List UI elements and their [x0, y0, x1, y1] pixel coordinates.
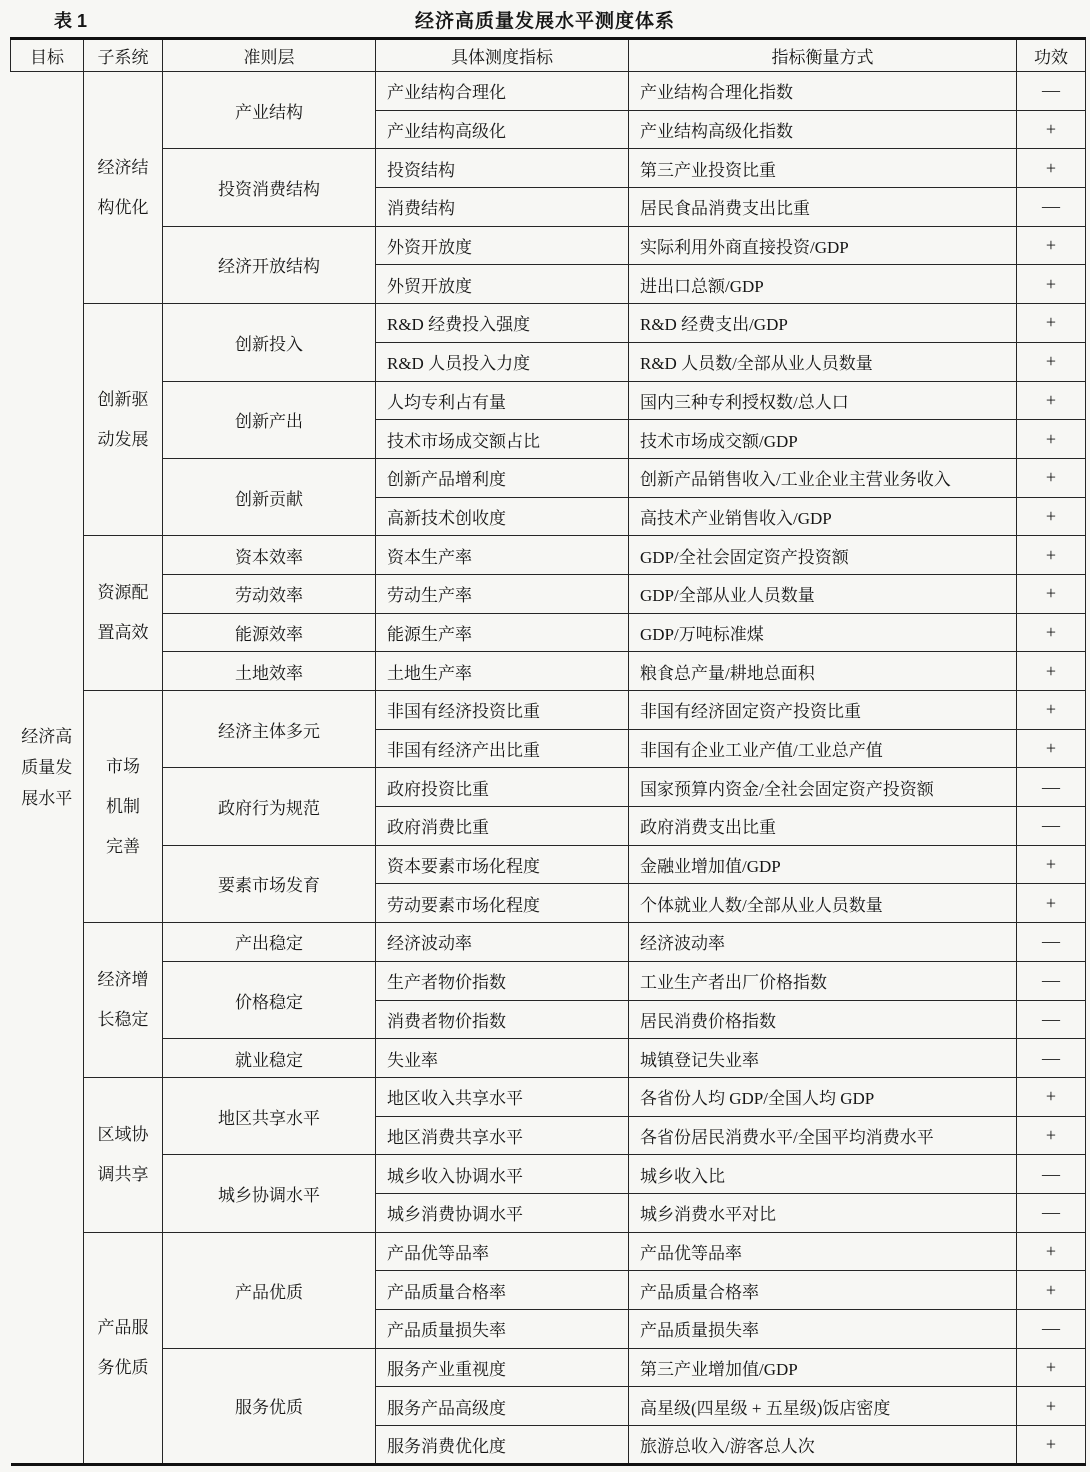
effect-cell: — [1017, 768, 1086, 807]
measure-cell: 第三产业增加值/GDP [629, 1348, 1017, 1387]
indicator-cell: 高新技术创收度 [376, 497, 629, 536]
column-header-effect: 功效 [1017, 39, 1086, 72]
effect-cell: — [1017, 1000, 1086, 1039]
criterion-cell: 投资消费结构 [163, 149, 376, 226]
indicator-cell: 人均专利占有量 [376, 381, 629, 420]
criterion-cell: 城乡协调水平 [163, 1155, 376, 1232]
measure-cell: 各省份人均 GDP/全国人均 GDP [629, 1077, 1017, 1116]
indicator-cell: 服务产品高级度 [376, 1387, 629, 1426]
measure-cell: 工业生产者出厂价格指数 [629, 961, 1017, 1000]
criterion-cell: 资本效率 [163, 536, 376, 575]
indicator-cell: 消费结构 [376, 188, 629, 227]
criterion-cell: 劳动效率 [163, 574, 376, 613]
measure-cell: 城镇登记失业率 [629, 1039, 1017, 1078]
table-number-label: 表 1 [54, 11, 88, 31]
effect-cell: — [1017, 188, 1086, 227]
measure-cell: 创新产品销售收入/工业企业主营业务收入 [629, 458, 1017, 497]
criterion-cell: 政府行为规范 [163, 768, 376, 845]
indicator-cell: 土地生产率 [376, 652, 629, 691]
table-row [11, 923, 1086, 962]
table-row [11, 691, 1086, 730]
table-row [11, 1039, 1086, 1078]
subsystem-cell [84, 304, 163, 536]
indicator-cell: 外资开放度 [376, 226, 629, 265]
effect-cell: + [1017, 884, 1086, 923]
indicator-cell: 产品质量损失率 [376, 1310, 629, 1349]
effect-cell: — [1017, 1193, 1086, 1232]
subsystem-line: 完善 [106, 836, 140, 856]
column-header-goal: 目标 [11, 39, 84, 72]
effect-cell: + [1017, 265, 1086, 304]
criterion-cell: 经济开放结构 [163, 226, 376, 303]
effect-cell: + [1017, 574, 1086, 613]
criterion-cell: 能源效率 [163, 613, 376, 652]
measure-cell: 产业结构高级化指数 [629, 110, 1017, 149]
effect-cell: + [1017, 420, 1086, 459]
indicator-cell: 劳动要素市场化程度 [376, 884, 629, 923]
indicator-cell: 产品质量合格率 [376, 1271, 629, 1310]
effect-cell: + [1017, 1426, 1086, 1465]
table-row [11, 1348, 1086, 1387]
indicator-cell: 创新产品增利度 [376, 458, 629, 497]
indicator-cell: 非国有经济产出比重 [376, 729, 629, 768]
measure-cell: R&D 经费支出/GDP [629, 304, 1017, 343]
measure-cell: 实际利用外商直接投资/GDP [629, 226, 1017, 265]
table-row [11, 381, 1086, 420]
criterion-cell: 经济主体多元 [163, 691, 376, 768]
effect-cell: + [1017, 691, 1086, 730]
effect-cell: + [1017, 381, 1086, 420]
measure-cell: 政府消费支出比重 [629, 807, 1017, 846]
table-body [11, 72, 1086, 1465]
measure-cell: 个体就业人数/全部从业人员数量 [629, 884, 1017, 923]
measure-cell: 城乡消费水平对比 [629, 1193, 1017, 1232]
page-title: 经济高质量发展水平测度体系 [414, 11, 675, 32]
indicator-cell: 生产者物价指数 [376, 961, 629, 1000]
effect-cell: + [1017, 1116, 1086, 1155]
measure-cell: 居民食品消费支出比重 [629, 188, 1017, 227]
subsystem-line: 创新驱 [97, 389, 149, 409]
subsystem-line: 产品服 [97, 1317, 149, 1337]
effect-cell: + [1017, 1348, 1086, 1387]
subsystem-line: 市场 [106, 756, 140, 776]
table-header [11, 39, 1086, 72]
table-row [11, 72, 1086, 111]
subsystem-line: 务优质 [97, 1357, 149, 1377]
indicator-cell: 投资结构 [376, 149, 629, 188]
indicator-cell: 非国有经济投资比重 [376, 691, 629, 730]
indicator-cell: 资本要素市场化程度 [376, 845, 629, 884]
measure-cell: GDP/全社会固定资产投资额 [629, 536, 1017, 575]
table-row [11, 226, 1086, 265]
effect-cell: — [1017, 1310, 1086, 1349]
effect-cell: + [1017, 1387, 1086, 1426]
goal-line: 质量发 [21, 757, 73, 777]
measure-cell: 高技术产业销售收入/GDP [629, 497, 1017, 536]
measure-cell: 非国有经济固定资产投资比重 [629, 691, 1017, 730]
effect-cell: + [1017, 497, 1086, 536]
effect-cell: + [1017, 1271, 1086, 1310]
indicator-cell: 服务消费优化度 [376, 1426, 629, 1465]
column-header-measure: 指标衡量方式 [629, 39, 1017, 72]
measure-cell: GDP/万吨标准煤 [629, 613, 1017, 652]
subsystem-line: 经济增 [97, 970, 149, 989]
indicator-cell: 政府投资比重 [376, 768, 629, 807]
effect-cell: + [1017, 845, 1086, 884]
effect-cell: — [1017, 961, 1086, 1000]
table-row [11, 458, 1086, 497]
subsystem-line: 置高效 [97, 623, 149, 643]
effect-cell: + [1017, 1232, 1086, 1271]
column-header-subsystem: 子系统 [84, 39, 163, 72]
effect-cell: — [1017, 1155, 1086, 1194]
table-row [11, 536, 1086, 575]
header-row [11, 39, 1086, 72]
effect-cell: + [1017, 1077, 1086, 1116]
indicator-cell: R&D 经费投入强度 [376, 304, 629, 343]
measure-cell: R&D 人员数/全部从业人员数量 [629, 342, 1017, 381]
measure-cell: 非国有企业工业产值/工业总产值 [629, 729, 1017, 768]
measure-cell: 第三产业投资比重 [629, 149, 1017, 188]
indicator-cell: 能源生产率 [376, 613, 629, 652]
indicator-cell: 服务产业重视度 [376, 1348, 629, 1387]
criterion-cell: 就业稳定 [163, 1039, 376, 1078]
table-row [11, 304, 1086, 343]
subsystem-cell [84, 691, 163, 923]
measure-cell: 居民消费价格指数 [629, 1000, 1017, 1039]
subsystem-cell [84, 72, 163, 304]
effect-cell: — [1017, 1039, 1086, 1078]
column-header-indicator: 具体测度指标 [376, 39, 629, 72]
indicator-cell: 产业结构高级化 [376, 110, 629, 149]
indicator-cell: R&D 人员投入力度 [376, 342, 629, 381]
indicator-cell: 城乡收入协调水平 [376, 1155, 629, 1194]
measure-cell: 经济波动率 [629, 923, 1017, 962]
criterion-cell: 地区共享水平 [163, 1077, 376, 1154]
subsystem-line: 资源配 [97, 583, 149, 603]
measure-cell: 进出口总额/GDP [629, 265, 1017, 304]
measure-cell: 产业结构合理化指数 [629, 72, 1017, 111]
measure-cell: 产品质量损失率 [629, 1310, 1017, 1349]
table-row [11, 1155, 1086, 1194]
criterion-cell: 产出稳定 [163, 923, 376, 962]
table-row [11, 613, 1086, 652]
criterion-cell: 创新贡献 [163, 458, 376, 535]
measure-cell: 国内三种专利授权数/总人口 [629, 381, 1017, 420]
column-header-criterion: 准则层 [163, 39, 376, 72]
measure-cell: 粮食总产量/耕地总面积 [629, 652, 1017, 691]
indicator-cell: 失业率 [376, 1039, 629, 1078]
table-row [11, 845, 1086, 884]
criterion-cell: 创新产出 [163, 381, 376, 458]
indicator-cell: 消费者物价指数 [376, 1000, 629, 1039]
measure-cell: GDP/全部从业人员数量 [629, 574, 1017, 613]
effect-cell: + [1017, 342, 1086, 381]
effect-cell: + [1017, 149, 1086, 188]
effect-cell: — [1017, 923, 1086, 962]
indicator-cell: 劳动生产率 [376, 574, 629, 613]
subsystem-line: 区域协 [97, 1124, 149, 1144]
measure-cell: 国家预算内资金/全社会固定资产投资额 [629, 768, 1017, 807]
effect-cell: + [1017, 729, 1086, 768]
goal-line: 经济高 [21, 726, 73, 746]
table-row [11, 149, 1086, 188]
subsystem-line: 动发展 [97, 429, 149, 449]
effect-cell: + [1017, 304, 1086, 343]
criterion-cell: 产业结构 [163, 72, 376, 149]
measure-cell: 各省份居民消费水平/全国平均消费水平 [629, 1116, 1017, 1155]
subsystem-line: 机制 [106, 796, 140, 816]
measure-cell: 城乡收入比 [629, 1155, 1017, 1194]
table-row [11, 961, 1086, 1000]
table-row [11, 574, 1086, 613]
indicator-cell: 产品优等品率 [376, 1232, 629, 1271]
table-row [11, 1077, 1086, 1116]
indicator-cell: 地区收入共享水平 [376, 1077, 629, 1116]
measure-cell: 技术市场成交额/GDP [629, 420, 1017, 459]
effect-cell: + [1017, 613, 1086, 652]
effect-cell: + [1017, 458, 1086, 497]
subsystem-cell [84, 1232, 163, 1464]
measure-cell: 旅游总收入/游客总人次 [629, 1426, 1017, 1465]
indicator-cell: 外贸开放度 [376, 265, 629, 304]
subsystem-cell [84, 1077, 163, 1232]
criterion-cell: 要素市场发育 [163, 845, 376, 922]
measure-cell: 产品质量合格率 [629, 1271, 1017, 1310]
measure-cell: 金融业增加值/GDP [629, 845, 1017, 884]
table-row [11, 768, 1086, 807]
subsystem-cell [84, 923, 163, 1078]
indicator-cell: 经济波动率 [376, 923, 629, 962]
table-row [11, 1232, 1086, 1271]
subsystem-line: 经济结 [97, 157, 149, 177]
indicator-cell: 技术市场成交额占比 [376, 420, 629, 459]
criterion-cell: 土地效率 [163, 652, 376, 691]
indicator-cell: 产业结构合理化 [376, 72, 629, 111]
effect-cell: — [1017, 72, 1086, 111]
goal-cell [11, 72, 84, 1465]
criterion-cell: 产品优质 [163, 1232, 376, 1348]
table-row [11, 652, 1086, 691]
criterion-cell: 价格稳定 [163, 961, 376, 1038]
indicator-cell: 城乡消费协调水平 [376, 1193, 629, 1232]
criterion-cell: 创新投入 [163, 304, 376, 381]
measure-cell: 产品优等品率 [629, 1232, 1017, 1271]
effect-cell: + [1017, 110, 1086, 149]
subsystem-line: 调共享 [97, 1164, 149, 1184]
subsystem-line: 长稳定 [97, 1010, 149, 1029]
indicator-cell: 政府消费比重 [376, 807, 629, 846]
effect-cell: + [1017, 536, 1086, 575]
indicator-cell: 地区消费共享水平 [376, 1116, 629, 1155]
criterion-cell: 服务优质 [163, 1348, 376, 1464]
effect-cell: + [1017, 652, 1086, 691]
table-caption [0, 0, 1090, 37]
subsystem-line: 构优化 [97, 197, 149, 217]
indicator-cell: 资本生产率 [376, 536, 629, 575]
effect-cell: + [1017, 226, 1086, 265]
measurement-system-table [10, 37, 1086, 1466]
measure-cell: 高星级(四星级 + 五星级)饭店密度 [629, 1387, 1017, 1426]
effect-cell: — [1017, 807, 1086, 846]
goal-line: 展水平 [21, 788, 73, 808]
subsystem-cell [84, 536, 163, 691]
